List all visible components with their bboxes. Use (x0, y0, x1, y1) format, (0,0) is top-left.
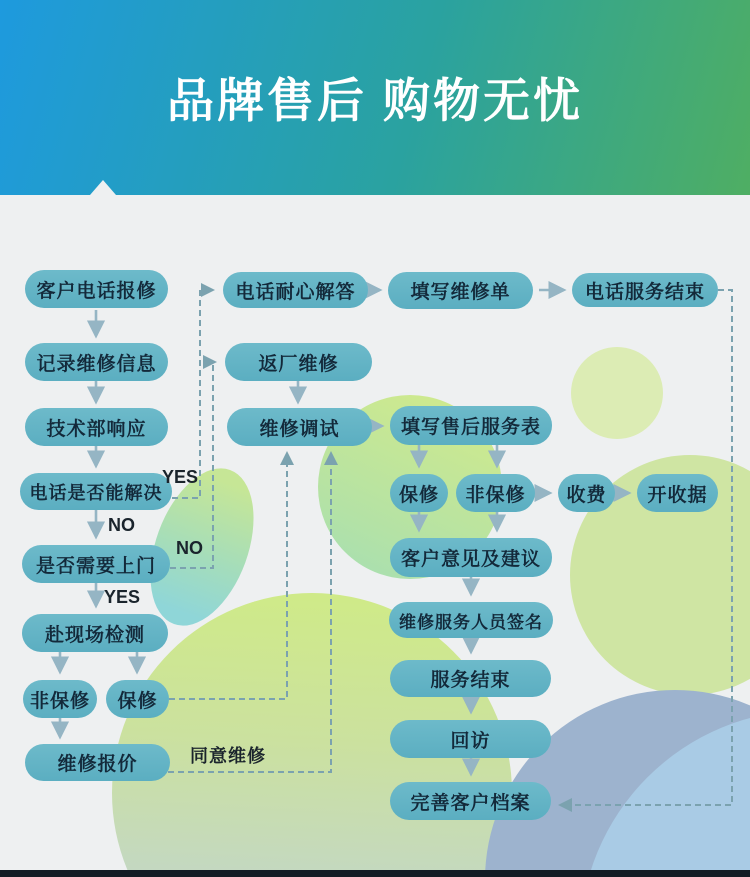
node-fill-aftersales-form: 填写售后服务表 (390, 406, 552, 445)
node-non-warranty-right: 非保修 (456, 474, 535, 512)
bottom-bar (0, 870, 750, 877)
node-complete-customer-file: 完善客户档案 (390, 782, 551, 820)
node-need-onsite-decision: 是否需要上门 (22, 545, 170, 583)
node-phone-service-end: 电话服务结束 (572, 273, 718, 307)
node-record-repair-info: 记录维修信息 (25, 343, 168, 381)
edge-label-visit-no: NO (176, 538, 203, 558)
node-warranty-right: 保修 (390, 474, 448, 512)
node-fill-repair-form: 填写维修单 (388, 272, 533, 309)
node-return-factory-repair: 返厂维修 (225, 343, 372, 381)
node-service-end: 服务结束 (390, 660, 551, 697)
edge-label-agree-repair: 同意维修 (190, 746, 266, 766)
node-repair-debugging: 维修调试 (227, 408, 372, 446)
page-title: 品牌售后 购物无忧 (166, 74, 584, 127)
edge-label-phone-no: NO (108, 515, 135, 535)
node-customer-feedback: 客户意见及建议 (390, 538, 552, 577)
node-issue-receipt: 开收据 (637, 474, 718, 512)
edge-label-visit-yes: YES (104, 587, 141, 607)
node-onsite-inspection: 赴现场检测 (22, 614, 168, 652)
node-follow-up-visit: 回访 (390, 720, 551, 758)
node-warranty-left: 保修 (106, 680, 169, 718)
node-phone-solvable-decision: 电话是否能解决 (20, 473, 172, 510)
node-repair-quote: 维修报价 (25, 744, 170, 781)
edge-label-phone-yes: YES (161, 467, 199, 487)
node-patient-phone-answer: 电话耐心解答 (223, 272, 368, 308)
node-technician-signature: 维修服务人员签名 (389, 602, 553, 638)
node-charge-fee: 收费 (558, 474, 615, 512)
node-customer-call-repair: 客户电话报修 (25, 270, 168, 308)
node-non-warranty-left: 非保修 (23, 680, 97, 718)
node-tech-dept-response: 技术部响应 (25, 408, 168, 446)
